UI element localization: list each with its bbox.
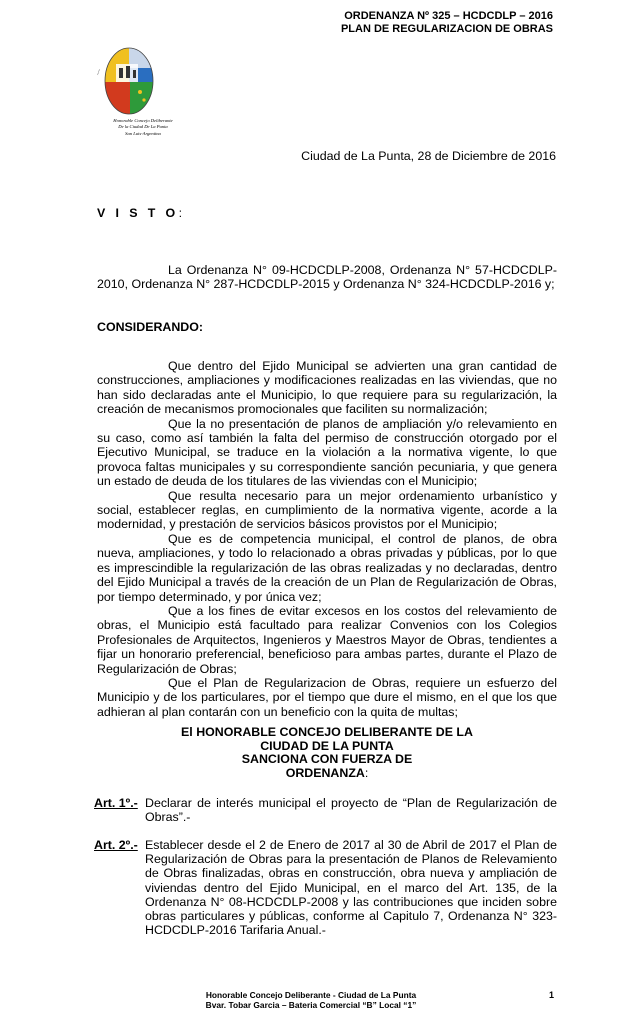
- considerando-paragraph: Que a los fines de evitar excesos en los costos del relevamiento de obras, el Municipio está facultado para realizar Convenios con los Colegios Profesionales de Arquitectos, Ingenieros y Maestros Mayor de Obras, tendientes a fijar un honorario preferencial, beneficioso para ambas partes, durante el Plazo de Regularización de Obras;: [97, 603, 557, 676]
- svg-text:~~: ~~: [95, 68, 104, 77]
- considerando-paragraph: Que resulta necesario para un mejor ordenamiento urbanístico y social, establecer reglas, en cumplimiento de la normativa vigente, acorde a la modernidad, y prestación de servicios básicos provistos por el Municipio;: [97, 488, 557, 532]
- article-label: Art. 2º.-: [94, 838, 138, 852]
- logo-caption: [98, 118, 188, 137]
- considerando-body: [97, 359, 557, 719]
- article-2: [94, 838, 557, 937]
- page-footer: [0, 990, 622, 1010]
- ordinance-number: ORDENANZA Nº 325 – HCDCDLP – 2016: [344, 10, 553, 22]
- footer-line: Honorable Concejo Deliberante - Ciudad de La Punta: [205, 990, 417, 1000]
- considerando-paragraph: Que dentro del Ejido Municipal se advierten una gran cantidad de construcciones, ampliaciones y modificaciones realizadas en las viviendas, que no han sido declaradas ante el Municipio, lo que requiere para su regularización, la creación de mecanismos promocionales que faciliten su normalización;: [97, 359, 557, 417]
- logo-caption-line: Honorable Concejo Deliberante: [113, 118, 173, 123]
- visto-paragraph: [97, 263, 557, 292]
- visto-colon: :: [178, 206, 183, 220]
- considerando-paragraph: Que el Plan de Regularizacion de Obras, requiere un esfuerzo del Municipio y de los particulares, por el tiempo que dure el mismo, en el que los que adhieran al plan contarán con un beneficio con la quita de multas;: [97, 675, 557, 719]
- council-line: CIUDAD DE LA PUNTA: [260, 738, 394, 753]
- council-line: El HONORABLE CONCEJO DELIBERANTE DE LA: [181, 725, 473, 739]
- council-ordenanza-word: ORDENANZA: [285, 765, 365, 780]
- council-colon: :: [364, 765, 369, 780]
- council-line-ordenanza: [97, 767, 557, 781]
- visto-label: V I S T O: [97, 206, 179, 220]
- visto-text: La Ordenanza N° 09-HCDCDLP-2008, Ordenanza N° 57-HCDCDLP-2010, Ordenanza N° 287-HCDCDLP-2015 y Ordenanza N° 324-HCDCDLP-2016 y;: [97, 263, 557, 292]
- council-logo-icon: [94, 44, 164, 116]
- logo-caption-line: San Luis-Argentina: [125, 130, 161, 136]
- article-text: Declarar de interés municipal el proyecto de “Plan de Regularización de Obras”.-: [145, 796, 557, 825]
- council-line: SANCIONA CON FUERZA DE: [241, 752, 413, 767]
- footer-line: Bvar. Tobar Garcia – Bateria Comercial “B” Local “1”: [205, 1000, 417, 1010]
- considerando-paragraph: Que la no presentación de planos de ampliación y/o relevamiento en su caso, como así también la falta del permiso de construcción otorgado por el Ejecutivo Municipal, se traduce en la violación a la normativa vigente, lo que provoca faltas municipales y su correspondiente sanción pecuniaria, y que genera un estado de deuda de los titulares de las viviendas con el Municipio;: [97, 416, 557, 489]
- council-declaration: [97, 726, 557, 780]
- article-text: Establecer desde el 2 de Enero de 2017 al 30 de Abril de 2017 el Plan de Regularización de Obras para la presentación de Planos de Relevamiento de Obras finalizadas, obras en construcción, obra nueva y ampliación de viviendas dentro del Ejido Municipal, en el marco del Art. 135, de la Ordenanza N° 08-HCDCDLP-2008 y las contribuciones que inciden sobre obras particulares y públicas, conforme al Capitulo 7, Ordenanza N° 323-HCDCDLP-2016 Tarifaria Anual.-: [145, 838, 557, 938]
- ordinance-title: PLAN DE REGULARIZACION DE OBRAS: [340, 23, 553, 35]
- considerando-heading: CONSIDERANDO:: [97, 320, 204, 334]
- page-number: 1: [549, 990, 555, 1000]
- visto-heading: [97, 206, 182, 220]
- article-1: [94, 796, 557, 824]
- considerando-paragraph: Que es de competencia municipal, el control de planos, de obra nueva, ampliaciones, y todo lo relacionado a obras privadas y públicas, por lo que es imprescindible la regularización de las obras realizadas y no declaradas, dentro del Ejido Municipal a través de la creación de un Plan de Regularización de Obras, por tiempo determinado, y por única vez;: [97, 531, 557, 604]
- logo-caption-line: De la Ciudad De La Punta: [118, 124, 168, 130]
- article-label: Art. 1º.-: [94, 796, 138, 810]
- date-line: Ciudad de La Punta, 28 de Diciembre de 2016: [301, 149, 556, 163]
- document-header: [341, 10, 553, 36]
